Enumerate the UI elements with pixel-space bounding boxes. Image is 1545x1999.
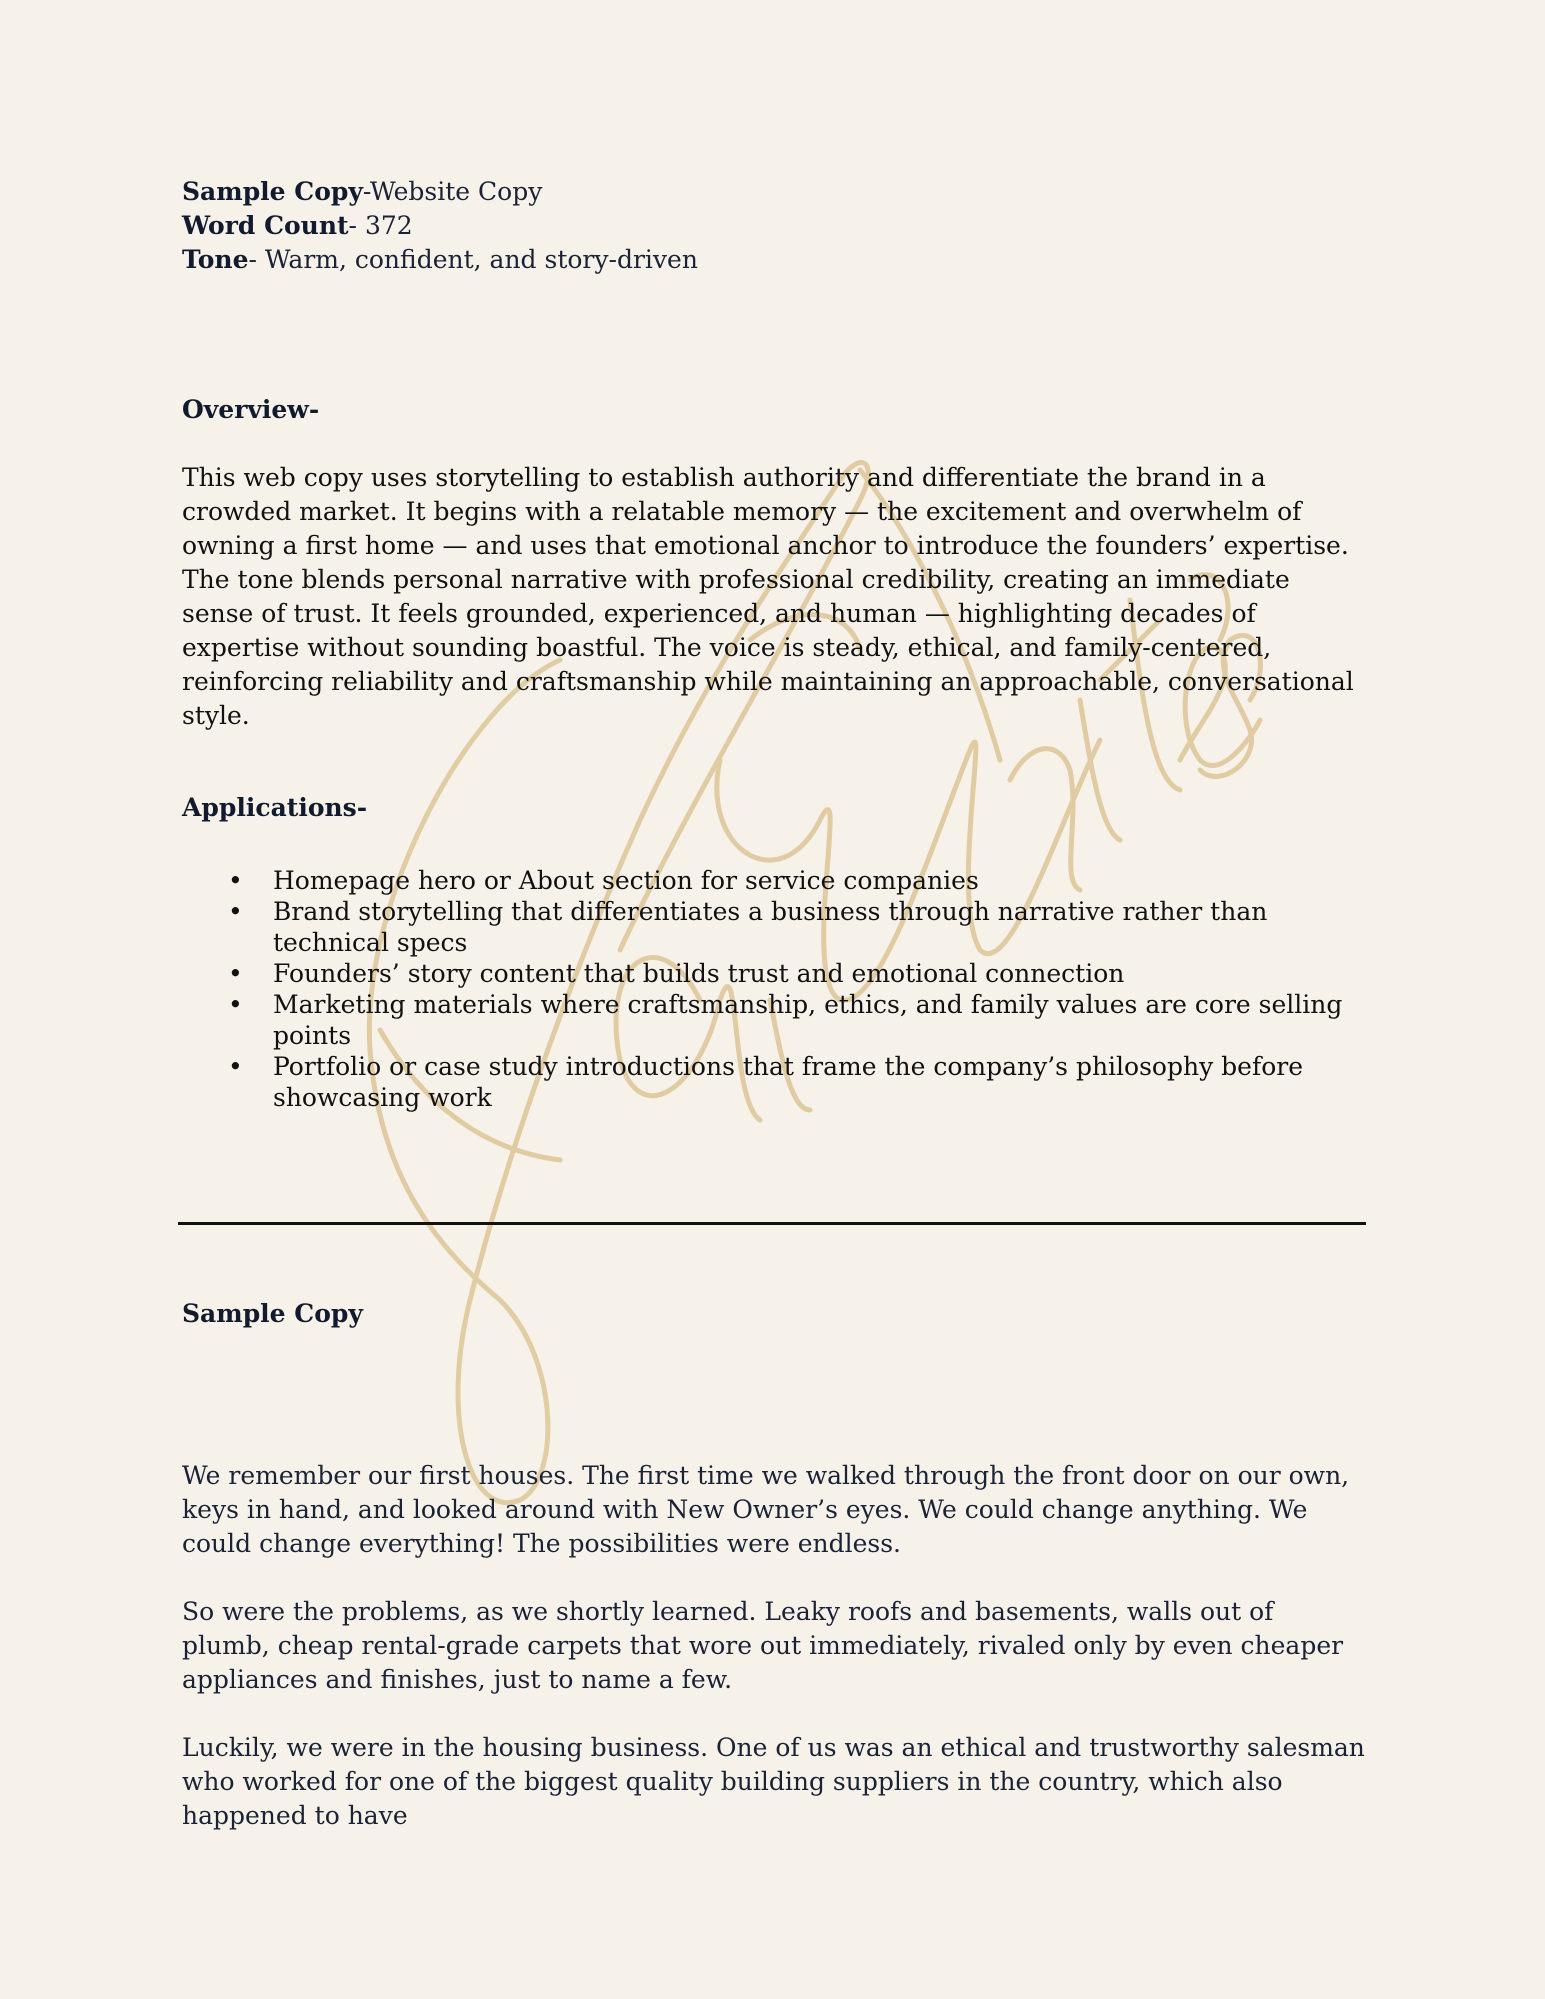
sample-copy-value: -Website Copy <box>362 177 543 206</box>
applications-heading: Applications- <box>182 793 368 822</box>
bullet-icon: • <box>228 897 243 926</box>
bullet-icon: • <box>228 866 243 895</box>
meta-sample-copy <box>182 175 1367 209</box>
applications-list <box>182 865 1367 1113</box>
sample-copy-label: Sample Copy <box>182 177 363 206</box>
sample-copy-heading: Sample Copy <box>182 1299 363 1328</box>
bullet-icon: • <box>228 1052 243 1081</box>
list-item-text: Portfolio or case study introductions that frame the company’s philosophy before showcasing work <box>273 1052 1304 1112</box>
list-item <box>182 989 1367 1051</box>
list-item-text: Homepage hero or About section for service companies <box>273 866 979 895</box>
word-count-value: - 372 <box>348 211 413 240</box>
list-item-text: Brand storytelling that differentiates a business through narrative rather than technical specs <box>273 897 1268 957</box>
overview-heading: Overview- <box>182 395 320 424</box>
overview-text: This web copy uses storytelling to establish authority and differentiate the brand in a crowded market. It begins with a relatable memory — the excitement and overwhelm of owning a first home — and uses that emotional anchor to introduce the founders’ expertise. The tone blends personal narrative with professional credibility, creating an immediate sense of trust. It feels grounded, experienced, and human — highlighting decades of expertise without sounding boastful. The voice is steady, ethical, and family-centered, reinforcing reliability and craftsmanship while maintaining an approachable, conversational style. <box>182 463 1354 730</box>
list-item-text: Founders’ story content that builds trust and emotional connection <box>273 959 1125 988</box>
sample-copy-paragraph: Luckily, we were in the housing business. One of us was an ethical and trustworthy salesman who worked for one of the biggest quality building suppliers in the country, which also happened to have <box>182 1733 1365 1830</box>
list-item <box>182 896 1367 958</box>
bullet-icon: • <box>228 959 243 988</box>
tone-label: Tone <box>182 245 249 274</box>
list-item <box>182 958 1367 989</box>
word-count-label: Word Count <box>182 211 349 240</box>
meta-word-count <box>182 209 1367 243</box>
meta-tone <box>182 243 1367 277</box>
sample-copy-paragraph: We remember our first houses. The first time we walked through the front door on our own, keys in hand, and looked around with New Owner’s eyes. We could change anything. We could change everything! The possibilities were endless. <box>182 1461 1350 1558</box>
tone-value: - Warm, confident, and story-driven <box>248 245 698 274</box>
list-item <box>182 865 1367 896</box>
list-item-text: Marketing materials where craftsmanship, ethics, and family values are core selling points <box>273 990 1343 1050</box>
section-divider <box>178 1222 1366 1225</box>
sample-copy-section <box>182 1297 1367 1833</box>
document-content <box>182 175 1367 1113</box>
sample-copy-paragraph: So were the problems, as we shortly learned. Leaky roofs and basements, walls out of plumb, cheap rental-grade carpets that wore out immediately, rivaled only by even cheaper appliances and finishes, just to name a few. <box>182 1597 1344 1694</box>
list-item <box>182 1051 1367 1113</box>
bullet-icon: • <box>228 990 243 1019</box>
